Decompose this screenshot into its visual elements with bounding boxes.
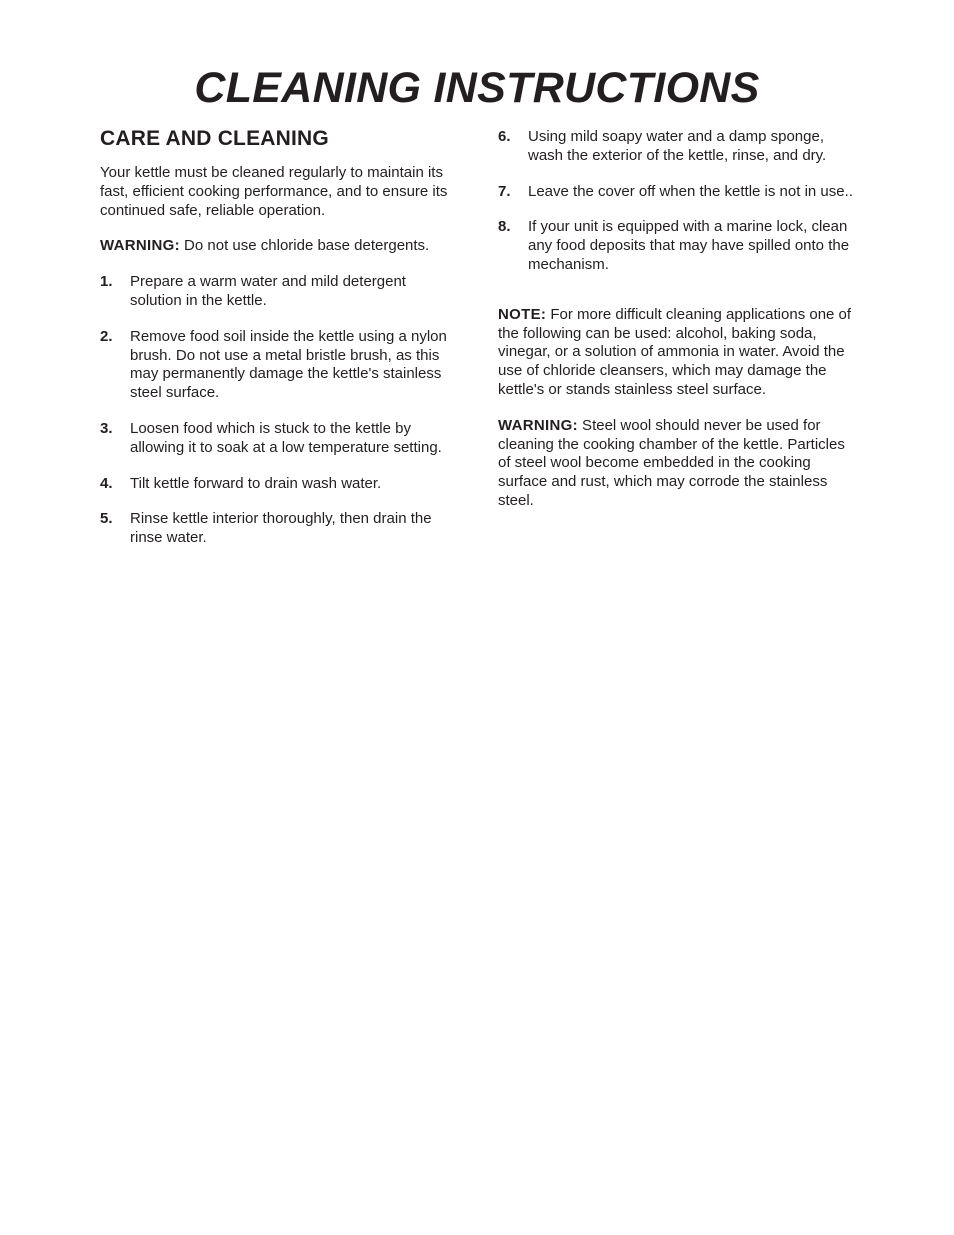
step-number: 1. — [100, 273, 113, 291]
list-item — [498, 128, 858, 166]
step-number: 4. — [100, 474, 113, 492]
warning-text: Do not use chloride base detergents. — [179, 237, 430, 255]
step-number: 3. — [100, 419, 113, 437]
step-number: 2. — [100, 327, 113, 345]
step-text: Rinse kettle interior thoroughly, then drain the rinse water. — [130, 510, 432, 547]
note-paragraph — [498, 306, 858, 400]
step-number: 8. — [498, 218, 511, 236]
warning-text: Steel wool should never be used for cleaning the cooking chamber of the kettle. Particles of steel wool become embedded in the cooking surface and rust, which may corrode the stainless steel. — [498, 416, 845, 509]
step-number: 5. — [100, 510, 113, 528]
step-text: Leave the cover off when the kettle is not in use.. — [528, 182, 853, 200]
list-item — [498, 218, 858, 274]
steps-list-left — [100, 273, 460, 548]
section-heading: CARE AND CLEANING — [100, 127, 329, 150]
step-text: Tilt kettle forward to drain wash water. — [130, 474, 382, 492]
step-text: Prepare a warm water and mild detergent solution in the kettle. — [130, 273, 406, 309]
left-column — [100, 126, 460, 565]
right-column — [498, 128, 858, 528]
list-item — [100, 510, 460, 548]
step-number: 6. — [498, 128, 511, 145]
list-item — [498, 183, 858, 202]
intro-paragraph: Your kettle must be cleaned regularly to maintain its fast, efficient cooking performance, and to ensure its continued safe, reliable operation. — [100, 164, 448, 219]
warning-steel-wool — [498, 417, 858, 511]
warning-label: WARNING: — [498, 416, 578, 434]
note-text: For more difficult cleaning applications one of the following can be used: alcohol, baking soda, vinegar, or a solution of ammonia in water. Avoid the use of chloride cleansers, which may damage the kettle's or stands stainless steel surface. — [498, 305, 852, 398]
list-item — [100, 273, 460, 311]
step-text: Remove food soil inside the kettle using a nylon brush. Do not use a metal bristle brush, as this may permanently damage the kettle's stainless steel surface. — [130, 327, 447, 402]
list-item — [100, 328, 460, 403]
warning-detergents — [100, 237, 460, 256]
page-title: CLEANING INSTRUCTIONS — [194, 64, 760, 112]
step-text: Using mild soapy water and a damp sponge, wash the exterior of the kettle, rinse, and dry. — [528, 128, 827, 164]
note-label: NOTE: — [498, 305, 547, 323]
step-text: If your unit is equipped with a marine lock, clean any food deposits that may have spilled onto the mechanism. — [528, 218, 850, 273]
step-text: Loosen food which is stuck to the kettle by allowing it to soak at a low temperature setting. — [130, 419, 442, 456]
warning-label: WARNING: — [100, 237, 180, 255]
step-number: 7. — [498, 182, 511, 200]
steps-list-right — [498, 128, 858, 275]
list-item — [100, 420, 460, 458]
list-item — [100, 475, 460, 494]
